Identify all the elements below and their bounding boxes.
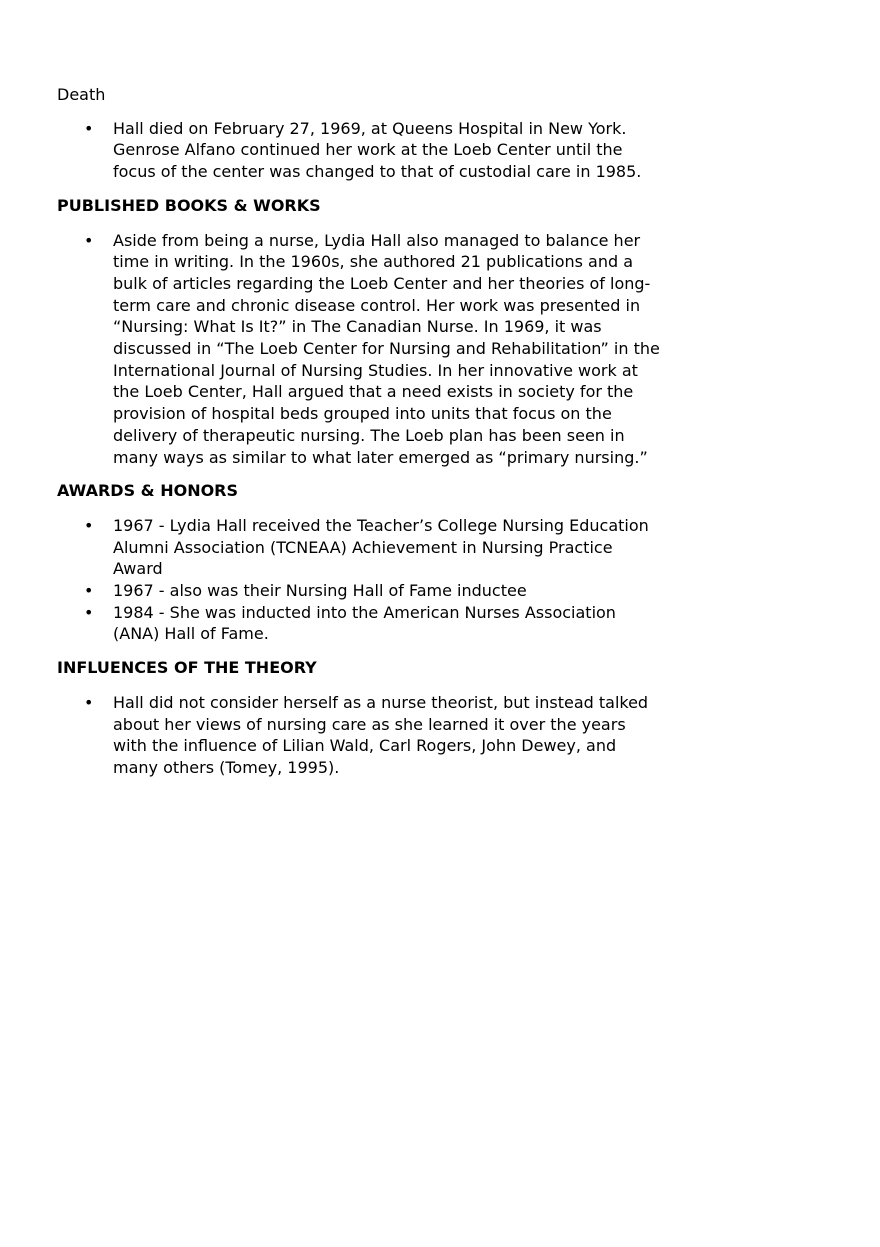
list-item-text: 1984 - She was inducted into the American Nurses Association (ANA) Hall of Fame. bbox=[113, 602, 616, 644]
bullet-icon: • bbox=[84, 581, 94, 601]
list-item-text: Hall did not consider herself as a nurse theorist, but instead talked about her views of nursing care as she learned it over the years with the influence of Lilian Wald, Carl Rogers, John Dewey, and many others (Tomey, 1995). bbox=[113, 692, 649, 777]
list-item bbox=[57, 692, 661, 779]
bullet-icon: • bbox=[84, 515, 94, 535]
death-label: Death bbox=[57, 85, 106, 104]
awards-list bbox=[57, 515, 677, 645]
list-item bbox=[57, 230, 661, 469]
list-item-text: Aside from being a nurse, Lydia Hall also managed to balance her time in writing. In the 1960s, she authored 21 publications and a bulk of articles regarding the Loeb Center and her theories of long-term care and chronic disease control. Her work was presented in “Nursing: What Is It?” in The Canadian Nurse. In 1969, it was discussed in “The Loeb Center for Nursing and Rehabilitation” in the International Journal of Nursing Studies. In her innovative work at the Loeb Center, Hall argued that a need exists in society for the provision of hospital beds grouped into units that focus on the delivery of therapeutic nursing. The Loeb plan has been seen in many ways as similar to what later emerged as “primary nursing.” bbox=[113, 230, 660, 467]
list-item bbox=[57, 118, 661, 183]
section-heading: PUBLISHED BOOKS & WORKS bbox=[57, 195, 321, 215]
section-heading: AWARDS & HONORS bbox=[57, 481, 239, 501]
influences-list bbox=[57, 692, 677, 779]
list-item-text: 1967 - Lydia Hall received the Teacher’s College Nursing Education Alumni Association (TCNEAA) Achievement in Nursing Practice Award bbox=[113, 515, 649, 579]
bullet-icon: • bbox=[84, 692, 94, 712]
bullet-icon: • bbox=[84, 230, 94, 250]
document-page bbox=[57, 84, 677, 779]
published-list bbox=[57, 230, 677, 469]
list-item bbox=[57, 602, 661, 645]
section-heading: INFLUENCES OF THE THEORY bbox=[57, 658, 317, 678]
bullet-icon: • bbox=[84, 118, 94, 138]
bullet-icon: • bbox=[84, 602, 94, 622]
awards-section bbox=[57, 480, 677, 645]
list-item-text: Hall died on February 27, 1969, at Queens Hospital in New York. Genrose Alfano continued her work at the Loeb Center until the focus of the center was changed to that of custodial care in 1985. bbox=[113, 118, 642, 182]
list-item bbox=[57, 580, 661, 602]
published-section bbox=[57, 195, 677, 468]
list-item bbox=[57, 515, 661, 580]
list-item-text: 1967 - also was their Nursing Hall of Fame inductee bbox=[113, 581, 527, 601]
death-section bbox=[57, 84, 677, 183]
influences-section bbox=[57, 657, 677, 779]
death-list bbox=[57, 118, 677, 183]
